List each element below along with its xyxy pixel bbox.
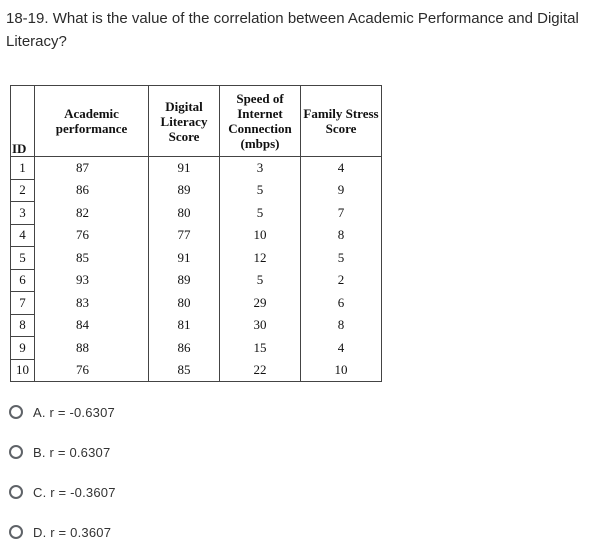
table-cell: 77 bbox=[149, 224, 220, 247]
table-cell: 83 bbox=[35, 292, 149, 315]
table-cell: 15 bbox=[220, 337, 301, 360]
table-cell: 8 bbox=[11, 314, 35, 337]
table-cell: 5 bbox=[220, 179, 301, 202]
header-internet-speed: Speed of Internet Connection (mbps) bbox=[220, 86, 301, 157]
table-row bbox=[11, 179, 382, 202]
table-cell: 9 bbox=[301, 179, 382, 202]
radio-button-icon[interactable] bbox=[9, 405, 23, 419]
answer-option[interactable] bbox=[6, 472, 116, 512]
header-family-stress: Family Stress Score bbox=[301, 86, 382, 157]
radio-button-icon[interactable] bbox=[9, 485, 23, 499]
table-cell: 76 bbox=[35, 359, 149, 382]
table-body bbox=[11, 157, 382, 382]
table-cell: 22 bbox=[220, 359, 301, 382]
header-id: ID bbox=[11, 86, 35, 157]
table-cell: 93 bbox=[35, 269, 149, 292]
answer-option[interactable] bbox=[6, 432, 116, 472]
table-cell: 8 bbox=[301, 224, 382, 247]
table-cell: 76 bbox=[35, 224, 149, 247]
table-cell: 2 bbox=[301, 269, 382, 292]
table-cell: 10 bbox=[11, 359, 35, 382]
table-cell: 12 bbox=[220, 247, 301, 270]
answer-option-label: C. r = -0.3607 bbox=[33, 484, 116, 500]
table-cell: 7 bbox=[301, 202, 382, 225]
table-cell: 3 bbox=[220, 157, 301, 180]
table-cell: 6 bbox=[11, 269, 35, 292]
table-cell: 91 bbox=[149, 157, 220, 180]
table-row bbox=[11, 202, 382, 225]
table-cell: 30 bbox=[220, 314, 301, 337]
table-cell: 7 bbox=[11, 292, 35, 315]
answer-option-label: B. r = 0.6307 bbox=[33, 444, 111, 460]
table-cell: 1 bbox=[11, 157, 35, 180]
table-cell: 4 bbox=[301, 337, 382, 360]
radio-button-icon[interactable] bbox=[9, 525, 23, 539]
table-cell: 91 bbox=[149, 247, 220, 270]
table-cell: 5 bbox=[220, 202, 301, 225]
table-cell: 88 bbox=[35, 337, 149, 360]
answer-option-label: A. r = -0.6307 bbox=[33, 404, 115, 420]
table-cell: 9 bbox=[11, 337, 35, 360]
table-header-row bbox=[11, 86, 382, 157]
table-cell: 89 bbox=[149, 179, 220, 202]
table-row bbox=[11, 359, 382, 382]
table-row bbox=[11, 157, 382, 180]
table-cell: 10 bbox=[301, 359, 382, 382]
table-cell: 85 bbox=[149, 359, 220, 382]
table-cell: 3 bbox=[11, 202, 35, 225]
table-cell: 5 bbox=[220, 269, 301, 292]
table-row bbox=[11, 269, 382, 292]
table-cell: 81 bbox=[149, 314, 220, 337]
table-cell: 29 bbox=[220, 292, 301, 315]
table-row bbox=[11, 314, 382, 337]
answer-options bbox=[6, 392, 116, 552]
header-digital-literacy: Digital Literacy Score bbox=[149, 86, 220, 157]
table-cell: 6 bbox=[301, 292, 382, 315]
question-text: 18-19. What is the value of the correlation between Academic Performance and Digital Literacy? bbox=[6, 10, 579, 50]
table-cell: 80 bbox=[149, 202, 220, 225]
table-cell: 85 bbox=[35, 247, 149, 270]
table-cell: 80 bbox=[149, 292, 220, 315]
answer-option[interactable] bbox=[6, 392, 116, 432]
radio-button-icon[interactable] bbox=[9, 445, 23, 459]
table-cell: 82 bbox=[35, 202, 149, 225]
header-academic-performance: Academic performance bbox=[35, 86, 149, 157]
table-cell: 5 bbox=[301, 247, 382, 270]
table-cell: 2 bbox=[11, 179, 35, 202]
table-cell: 8 bbox=[301, 314, 382, 337]
table-cell: 87 bbox=[35, 157, 149, 180]
answer-option[interactable] bbox=[6, 512, 116, 552]
table-row bbox=[11, 292, 382, 315]
table-cell: 89 bbox=[149, 269, 220, 292]
table-cell: 10 bbox=[220, 224, 301, 247]
answer-option-label: D. r = 0.3607 bbox=[33, 524, 112, 540]
table-cell: 5 bbox=[11, 247, 35, 270]
table-cell: 84 bbox=[35, 314, 149, 337]
table-row bbox=[11, 337, 382, 360]
table-row bbox=[11, 224, 382, 247]
data-table bbox=[10, 85, 382, 382]
table-cell: 4 bbox=[301, 157, 382, 180]
table-cell: 86 bbox=[149, 337, 220, 360]
table-row bbox=[11, 247, 382, 270]
table-cell: 4 bbox=[11, 224, 35, 247]
table-cell: 86 bbox=[35, 179, 149, 202]
